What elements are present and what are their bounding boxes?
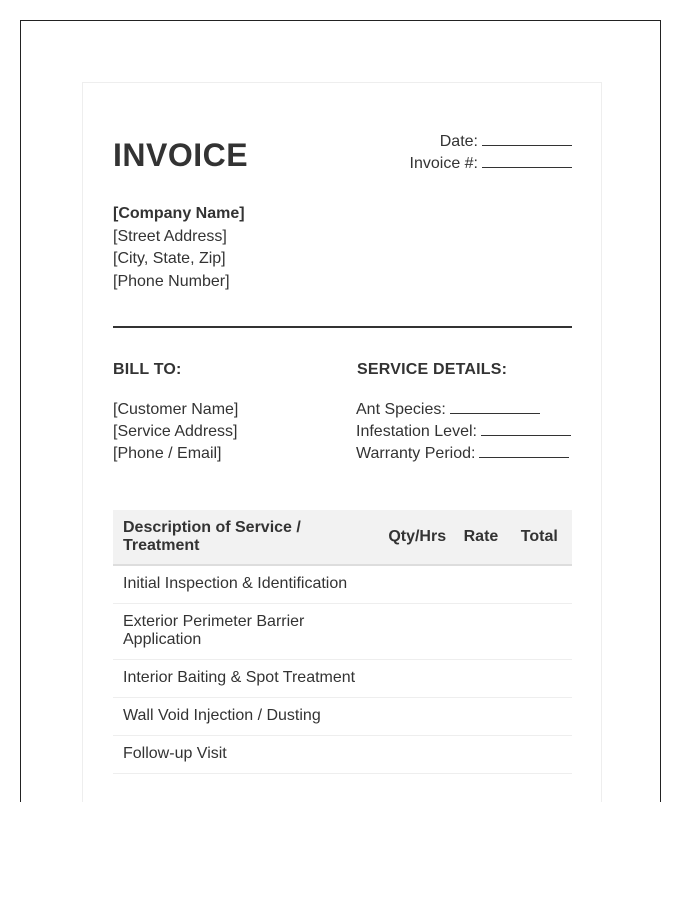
row-qty[interactable] — [378, 698, 453, 736]
row-qty[interactable] — [378, 565, 453, 604]
services-table-header — [113, 510, 572, 565]
row-total[interactable] — [511, 698, 572, 736]
company-block — [113, 203, 245, 293]
row-description: Interior Baiting & Spot Treatment — [113, 660, 378, 698]
row-rate[interactable] — [454, 660, 511, 698]
date-field[interactable] — [410, 131, 572, 153]
customer-contact: [Phone / Email] — [113, 445, 222, 462]
row-description: Wall Void Injection / Dusting — [113, 698, 378, 736]
ant-species-blank-line[interactable] — [450, 399, 540, 414]
row-total[interactable] — [511, 660, 572, 698]
company-name: [Company Name] — [113, 205, 245, 222]
row-rate[interactable] — [454, 565, 511, 604]
warranty-period-label: Warranty Period: — [356, 445, 476, 462]
service-address: [Service Address] — [113, 423, 238, 440]
row-qty[interactable] — [378, 604, 453, 660]
row-description: Exterior Perimeter Barrier Application — [113, 604, 378, 660]
date-blank-line[interactable] — [482, 131, 572, 146]
table-row — [113, 604, 572, 660]
bill-to-block — [113, 399, 238, 465]
invoice-title: INVOICE — [113, 137, 249, 173]
row-total[interactable] — [511, 736, 572, 774]
row-description: Initial Inspection & Identification — [113, 565, 378, 604]
customer-name: [Customer Name] — [113, 401, 239, 418]
header-rate: Rate — [454, 510, 511, 565]
service-details-block — [356, 399, 571, 465]
infestation-level-field[interactable] — [356, 421, 571, 443]
header-description: Description of Service / Treatment — [113, 510, 378, 565]
company-phone: [Phone Number] — [113, 272, 230, 290]
row-total[interactable] — [511, 604, 572, 660]
row-qty[interactable] — [378, 660, 453, 698]
service-details-heading: SERVICE DETAILS: — [357, 361, 508, 378]
invoice-number-blank-line[interactable] — [482, 153, 572, 168]
date-label: Date: — [439, 133, 478, 150]
infestation-level-blank-line[interactable] — [481, 421, 571, 436]
section-divider — [113, 326, 572, 328]
company-city-state-zip: [City, State, Zip] — [113, 250, 226, 267]
invoice-number-label: Invoice #: — [409, 155, 478, 172]
services-table — [113, 510, 572, 774]
row-description: Follow-up Visit — [113, 736, 378, 774]
header-row — [113, 510, 572, 565]
table-row — [113, 565, 572, 604]
warranty-period-blank-line[interactable] — [479, 443, 569, 458]
table-row — [113, 736, 572, 774]
header-total: Total — [511, 510, 572, 565]
bill-to-heading: BILL TO: — [113, 361, 182, 378]
row-total[interactable] — [511, 565, 572, 604]
row-qty[interactable] — [378, 736, 453, 774]
row-rate[interactable] — [454, 736, 511, 774]
invoice-sheet — [82, 82, 602, 802]
header-qty: Qty/Hrs — [378, 510, 453, 565]
services-table-body — [113, 565, 572, 774]
warranty-period-field[interactable] — [356, 443, 571, 465]
row-rate[interactable] — [454, 604, 511, 660]
table-row — [113, 660, 572, 698]
company-street: [Street Address] — [113, 227, 227, 245]
ant-species-field[interactable] — [356, 399, 571, 421]
invoice-meta — [410, 131, 572, 175]
infestation-level-label: Infestation Level: — [356, 423, 477, 440]
table-row — [113, 698, 572, 736]
row-rate[interactable] — [454, 698, 511, 736]
document-frame — [20, 20, 661, 802]
invoice-number-field[interactable] — [410, 153, 572, 175]
ant-species-label: Ant Species: — [356, 401, 446, 418]
